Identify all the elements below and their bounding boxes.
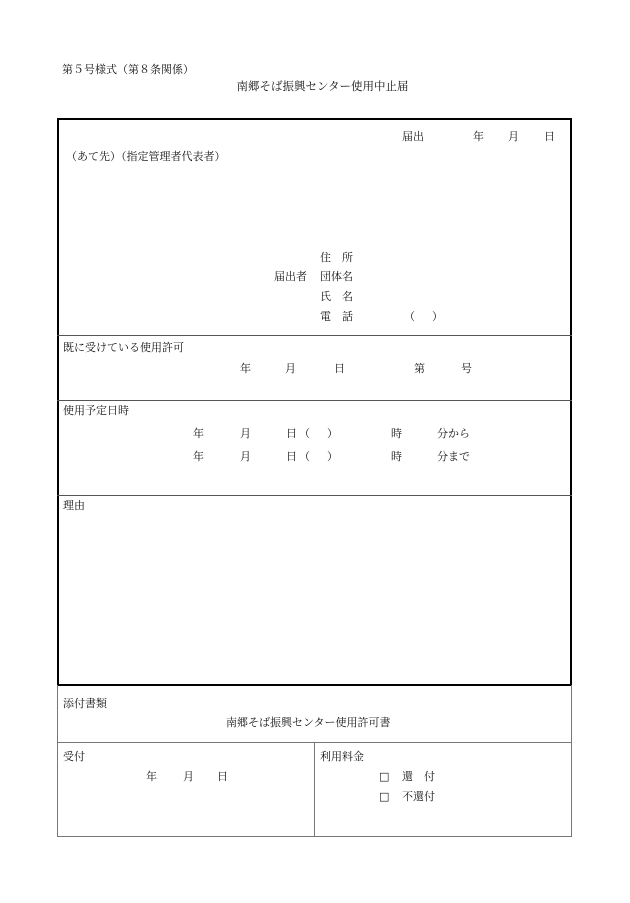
address-label: 住 所 xyxy=(320,251,353,264)
permit-number-prefix: 第 xyxy=(414,362,425,375)
reception-label: 受付 xyxy=(63,750,85,763)
usage-start-weekday-close: ） xyxy=(327,427,338,440)
usage-end-minute-label: 分まで xyxy=(437,450,470,463)
phone-paren-open: （ xyxy=(404,310,415,323)
no-refund-option-label: 不還付 xyxy=(402,790,435,803)
no-refund-checkbox: □ xyxy=(379,790,390,803)
usage-end-month-label: 月 xyxy=(240,450,251,463)
form-number: 第５号様式（第８条関係） xyxy=(62,63,194,76)
addressee: （あて先）（指定管理者代表者） xyxy=(66,150,226,163)
filed-year-label: 年 xyxy=(473,130,484,143)
organization-label: 団体名 xyxy=(320,270,353,283)
column-divider xyxy=(314,742,315,836)
refund-checkbox: □ xyxy=(379,770,390,783)
usage-start-minute-label: 分から xyxy=(437,427,470,440)
divider-line xyxy=(57,335,572,336)
permit-month-label: 月 xyxy=(285,362,296,375)
usage-start-year-label: 年 xyxy=(193,427,204,440)
usage-schedule-label: 使用予定日時 xyxy=(63,404,129,417)
refund-option-label: 還 付 xyxy=(402,770,435,783)
main-form-box xyxy=(57,118,572,686)
usage-end-weekday-open: （ xyxy=(299,450,310,463)
divider-line xyxy=(57,400,572,401)
applicant-label: 届出者 xyxy=(274,270,307,283)
phone-paren-close: ） xyxy=(432,310,443,323)
attachments-label: 添付書類 xyxy=(63,697,107,710)
permit-number-suffix: 号 xyxy=(461,362,472,375)
divider-line xyxy=(57,495,572,496)
name-label: 氏 名 xyxy=(320,290,353,303)
filed-month-label: 月 xyxy=(508,130,519,143)
reason-label: 理由 xyxy=(63,499,85,512)
usage-start-day-label: 日 xyxy=(286,427,297,440)
usage-start-month-label: 月 xyxy=(240,427,251,440)
filed-label: 届出 xyxy=(402,130,424,143)
usage-start-weekday-open: （ xyxy=(299,427,310,440)
usage-end-day-label: 日 xyxy=(286,450,297,463)
filed-day-label: 日 xyxy=(544,130,555,143)
permit-day-label: 日 xyxy=(334,362,345,375)
permit-year-label: 年 xyxy=(240,362,251,375)
fee-label: 利用料金 xyxy=(320,750,364,763)
phone-label: 電 話 xyxy=(320,310,353,323)
reception-month-label: 月 xyxy=(183,770,194,783)
usage-end-weekday-close: ） xyxy=(327,450,338,463)
usage-start-hour-label: 時 xyxy=(391,427,402,440)
usage-end-hour-label: 時 xyxy=(391,450,402,463)
form-title: 南郷そば振興センター使用中止届 xyxy=(236,79,409,93)
existing-permit-label: 既に受けている使用許可 xyxy=(63,341,184,354)
attached-document: 南郷そば振興センター使用許可書 xyxy=(226,716,391,729)
usage-end-year-label: 年 xyxy=(193,450,204,463)
reception-day-label: 日 xyxy=(217,770,228,783)
reception-year-label: 年 xyxy=(146,770,157,783)
